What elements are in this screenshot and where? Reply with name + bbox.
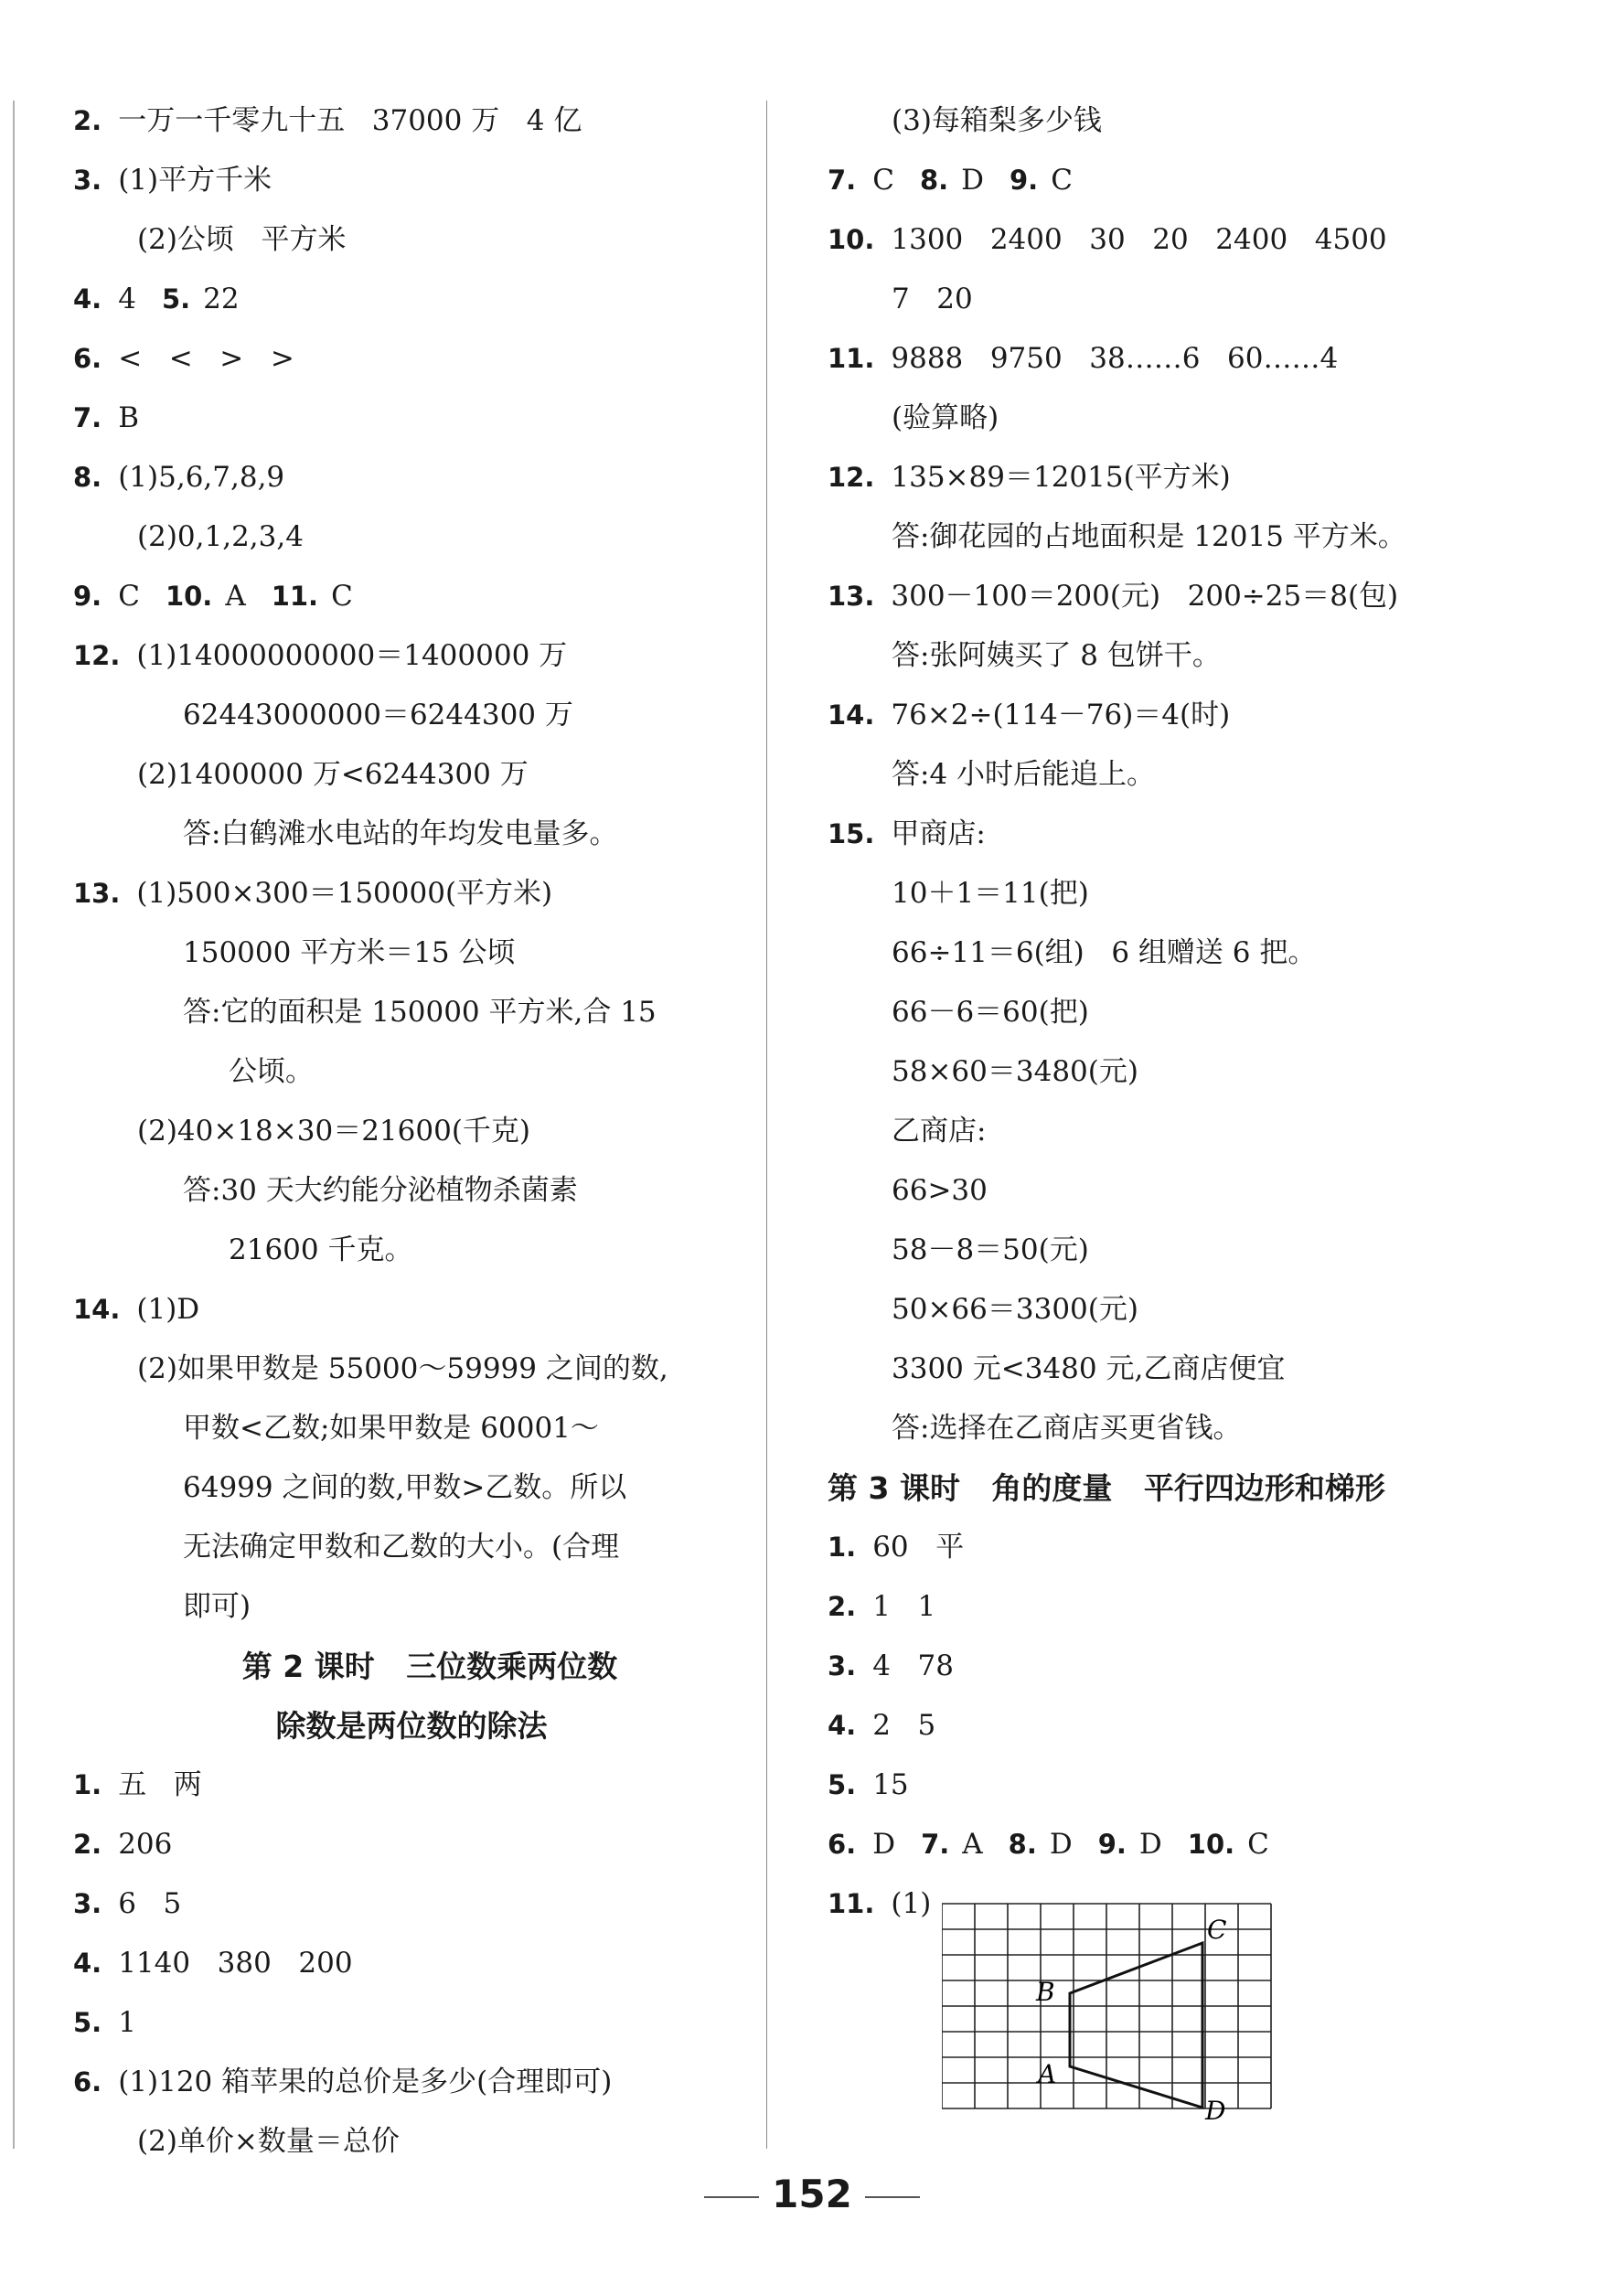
answer-line <box>73 1399 750 1458</box>
answer-line <box>828 329 1559 389</box>
answer-line <box>73 1577 750 1637</box>
answer-line <box>828 1696 1559 1756</box>
answer-text: 答:它的面积是 150000 平方米,合 15 <box>183 996 657 1029</box>
answer-text: 9888 9750 38……6 60……4 <box>891 342 1339 375</box>
answer-line <box>828 1102 1559 1161</box>
answer-text: 15 <box>872 1768 909 1801</box>
question-number: 10. <box>828 224 875 255</box>
answer-line <box>828 1637 1559 1696</box>
answer-line <box>73 1280 750 1340</box>
question-number: 13. <box>73 878 121 909</box>
answer-line <box>828 745 1559 805</box>
answer-line <box>73 864 750 923</box>
answer-text: 一万一千零九十五 37000 万 4 亿 <box>118 104 582 137</box>
answer-line <box>828 626 1559 686</box>
answer-line <box>73 1340 750 1399</box>
answer-line <box>828 389 1559 448</box>
answer-line <box>73 448 750 507</box>
answer-text: (3)每箱梨多少钱 <box>892 104 1102 137</box>
answer-line <box>73 1815 750 1874</box>
answer-text: 7 20 <box>892 283 973 315</box>
answer-text: C <box>331 580 353 613</box>
right-answers-block-2 <box>828 1518 1559 1934</box>
answer-text: D <box>1049 1828 1073 1861</box>
answer-text: 10＋1＝11(把) <box>892 877 1089 910</box>
answer-text: 22 <box>203 283 240 315</box>
answer-text: 76×2÷(114－76)＝4(时) <box>891 699 1231 731</box>
answer-text: (1)500×300＝150000(平方米) <box>136 877 553 910</box>
answer-text: 66－6＝60(把) <box>892 996 1089 1029</box>
question-number: 4. <box>73 1948 102 1979</box>
answer-text: 公顷。 <box>229 1055 314 1088</box>
question-number: 9. <box>73 581 102 612</box>
answer-text: 66>30 <box>892 1174 988 1207</box>
answer-text: 21600 千克。 <box>229 1233 413 1266</box>
answer-text: 答:御花园的占地面积是 12015 平方米。 <box>892 520 1406 553</box>
trapezoid-figure <box>942 1902 1362 2125</box>
answer-line <box>828 923 1559 983</box>
answer-text: 1300 2400 30 20 2400 4500 <box>891 223 1387 256</box>
page-number: 152 <box>0 2172 1624 2216</box>
answer-line <box>828 1399 1559 1458</box>
answer-line <box>73 1161 750 1221</box>
answer-line <box>828 686 1559 745</box>
question-number: 9. <box>1097 1829 1127 1860</box>
answer-text: (2)1400000 万<6244300 万 <box>137 758 529 791</box>
answer-line <box>73 1518 750 1577</box>
answer-line <box>828 983 1559 1042</box>
answer-text: A <box>962 1828 983 1861</box>
question-number: 14. <box>828 699 875 731</box>
answer-text: (1)平方千米 <box>118 164 272 197</box>
answer-line <box>73 91 750 151</box>
answer-text: 206 <box>118 1828 173 1861</box>
section-heading-lesson-3: 第 3 课时 角的度量 平行四边形和梯形 <box>828 1470 1385 1506</box>
question-number: 4. <box>828 1710 857 1741</box>
answer-text: 62443000000＝6244300 万 <box>183 699 573 731</box>
answer-text: (2)40×18×30＝21600(千克) <box>137 1115 531 1148</box>
question-number: 3. <box>828 1650 857 1681</box>
answer-text: 1 <box>118 2006 136 2039</box>
answer-text: < < > > <box>118 342 294 375</box>
answer-line <box>73 567 750 626</box>
answer-text: 答:4 小时后能追上。 <box>892 758 1156 791</box>
question-number: 6. <box>73 343 102 374</box>
question-number: 5. <box>73 2007 102 2038</box>
question-number: 6. <box>828 1829 857 1860</box>
answer-line <box>73 626 750 686</box>
vertex-label-a: A <box>1038 2059 1057 2089</box>
vertex-label-b: B <box>1036 1977 1055 2007</box>
answer-text: 150000 平方米＝15 公顷 <box>183 936 516 969</box>
question-number: 7. <box>921 1829 950 1860</box>
answer-text: 4 <box>118 283 136 315</box>
answer-text: 50×66＝3300(元) <box>892 1293 1138 1326</box>
answer-text: 无法确定甲数和乙数的大小。(合理 <box>183 1531 620 1564</box>
answer-text: (1)5,6,7,8,9 <box>118 461 285 494</box>
answer-text: 乙商店: <box>892 1115 987 1148</box>
answer-line <box>73 270 750 329</box>
right-column <box>828 91 1559 1934</box>
answer-line <box>73 1102 750 1161</box>
answer-line <box>828 1280 1559 1340</box>
answer-text: 135×89＝12015(平方米) <box>891 461 1231 494</box>
answer-line <box>73 1874 750 1934</box>
answer-line <box>73 151 750 210</box>
answer-text: (2)公顷 平方米 <box>137 223 347 256</box>
question-number: 3. <box>73 165 102 196</box>
question-number: 8. <box>919 165 949 196</box>
answer-text: 60 平 <box>872 1531 965 1564</box>
right-answers-block <box>828 91 1559 1458</box>
question-number: 15. <box>828 818 875 849</box>
answer-text: 64999 之间的数,甲数>乙数。所以 <box>183 1471 627 1504</box>
answer-line <box>828 1518 1559 1577</box>
answer-line <box>828 1340 1559 1399</box>
answer-text: (1)D <box>136 1293 200 1326</box>
answer-line <box>73 686 750 745</box>
vertex-label-c: C <box>1207 1915 1227 1945</box>
answer-line <box>828 1042 1559 1102</box>
answer-line <box>73 2053 750 2112</box>
question-number: 11. <box>828 1888 875 1919</box>
answer-text: 1 1 <box>872 1590 936 1623</box>
question-number: 1. <box>73 1769 102 1800</box>
answer-line <box>828 1577 1559 1637</box>
question-number: 7. <box>73 402 102 433</box>
answer-text: 甲数<乙数;如果甲数是 60001～ <box>183 1412 599 1445</box>
answer-text: 300－100＝200(元) 200÷25＝8(包) <box>891 580 1399 613</box>
question-number: 8. <box>73 462 102 493</box>
answer-text: 58×60＝3480(元) <box>892 1055 1138 1088</box>
answer-text: 2 5 <box>872 1709 936 1742</box>
question-number: 11. <box>271 581 319 612</box>
answer-line <box>73 2112 750 2172</box>
question-number: 3. <box>73 1888 102 1919</box>
answer-line <box>73 745 750 805</box>
page-edge-line <box>13 101 15 2149</box>
left-answers-block-2 <box>73 1756 750 2172</box>
column-divider <box>766 101 767 2149</box>
answer-text: 1140 380 200 <box>118 1947 353 1980</box>
answer-line <box>73 507 750 567</box>
question-number: 10. <box>1187 1829 1235 1860</box>
question-number: 5. <box>828 1769 857 1800</box>
vertex-label-d: D <box>1205 2096 1226 2121</box>
answer-line <box>828 448 1559 507</box>
answer-line <box>73 210 750 270</box>
answer-text: (1)120 箱苹果的总价是多少(合理即可) <box>118 2066 613 2098</box>
answer-text: (1)14000000000＝1400000 万 <box>136 639 568 672</box>
answer-line <box>828 270 1559 329</box>
answer-line <box>828 1756 1559 1815</box>
answer-line <box>73 1458 750 1518</box>
answer-line <box>828 151 1559 210</box>
answer-line <box>73 805 750 864</box>
answer-line <box>828 864 1559 923</box>
answer-line <box>828 567 1559 626</box>
answer-text: D <box>961 164 984 197</box>
answer-text: C <box>118 580 140 613</box>
answer-text: 甲商店: <box>891 817 986 850</box>
question-number: 4. <box>73 283 102 315</box>
answer-text: 答:张阿姨买了 8 包饼干。 <box>892 639 1221 672</box>
answer-text: 66÷11＝6(组) 6 组赠送 6 把。 <box>892 936 1317 969</box>
question-number: 13. <box>828 581 875 612</box>
section-subheading-lesson-2: 除数是两位数的除法 <box>275 1708 548 1744</box>
answer-text: (验算略) <box>892 401 999 434</box>
answer-text: 4 78 <box>872 1649 954 1682</box>
answer-text: C <box>872 164 894 197</box>
answer-line <box>828 805 1559 864</box>
answer-text: 58－8＝50(元) <box>892 1233 1089 1266</box>
answer-line <box>828 507 1559 567</box>
left-column <box>73 91 750 2172</box>
question-number: 2. <box>73 105 102 136</box>
question-number: 8. <box>1008 1829 1037 1860</box>
question-number: 9. <box>1010 165 1039 196</box>
question-number: 12. <box>73 640 121 671</box>
question-number: 6. <box>73 2066 102 2098</box>
answer-text: 五 两 <box>118 1768 202 1801</box>
answer-line <box>828 1815 1559 1874</box>
question-number: 2. <box>73 1829 102 1860</box>
answer-text: (2)单价×数量＝总价 <box>137 2125 400 2158</box>
answer-text: 答:白鹤滩水电站的年均发电量多。 <box>183 817 618 850</box>
answer-text: D <box>872 1828 896 1861</box>
answer-line <box>73 389 750 448</box>
answer-line <box>828 91 1559 151</box>
answer-text: (1) <box>891 1887 932 1920</box>
answer-text: 答:选择在乙商店买更省钱。 <box>892 1412 1242 1445</box>
answer-text: C <box>1051 164 1073 197</box>
page-number-dash-right <box>865 2196 920 2198</box>
question-number: 7. <box>828 165 857 196</box>
answer-line <box>73 1756 750 1815</box>
answer-line <box>828 210 1559 270</box>
answer-text: A <box>225 580 246 613</box>
answer-line <box>73 1042 750 1102</box>
answer-text: C <box>1247 1828 1269 1861</box>
left-answers-block <box>73 91 750 1637</box>
answer-text: 答:30 天大约能分泌植物杀菌素 <box>183 1174 578 1207</box>
answer-line <box>73 1221 750 1280</box>
question-number: 11. <box>828 343 875 374</box>
question-number: 5. <box>161 283 191 315</box>
question-number: 12. <box>828 462 875 493</box>
question-number: 1. <box>828 1532 857 1563</box>
answer-line <box>828 1161 1559 1221</box>
grid-figure <box>942 1902 1362 2121</box>
answer-text: 3300 元<3480 元,乙商店便宜 <box>892 1352 1286 1385</box>
answer-line <box>828 1221 1559 1280</box>
answer-line <box>73 1993 750 2053</box>
question-number: 14. <box>73 1294 121 1325</box>
answer-text: 6 5 <box>118 1887 182 1920</box>
question-number: 2. <box>828 1591 857 1622</box>
answer-text: D <box>1138 1828 1162 1861</box>
answer-line <box>73 1934 750 1993</box>
section-heading-lesson-2: 第 2 课时 三位数乘两位数 <box>241 1649 618 1684</box>
answer-text: (2)如果甲数是 55000～59999 之间的数, <box>137 1352 668 1385</box>
page-number-dash-left <box>704 2196 759 2198</box>
answer-text: (2)0,1,2,3,4 <box>137 520 304 553</box>
answer-line <box>73 923 750 983</box>
answer-text: B <box>118 401 139 434</box>
answer-line <box>73 983 750 1042</box>
answer-line <box>73 329 750 389</box>
answer-text: 即可) <box>183 1590 251 1623</box>
question-number: 10. <box>165 581 213 612</box>
